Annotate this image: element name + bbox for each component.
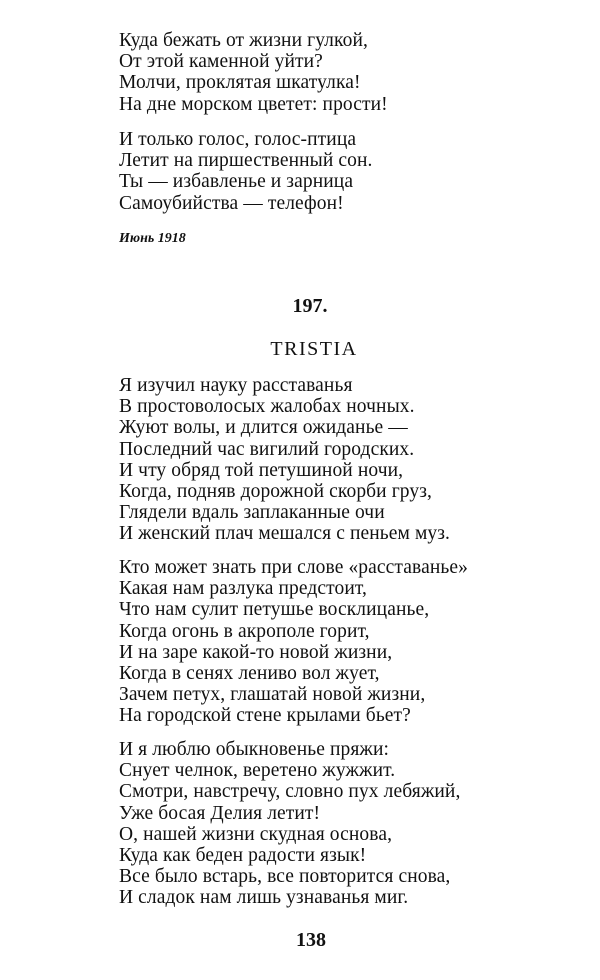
- poem-line: На дне морском цветет: прости!: [119, 93, 388, 115]
- poem-line: От этой каменной уйти?: [119, 51, 323, 73]
- prev-poem-stanza-1: [119, 30, 388, 115]
- poem-line: О, нашей жизни скудная основа,: [119, 823, 393, 845]
- poem-date: Июнь 1918: [119, 231, 186, 246]
- page-number: 138: [296, 929, 326, 951]
- poem-title: TRISTIA: [270, 338, 358, 360]
- poem-line: Я изучил науку расставанья: [119, 375, 353, 396]
- poem-line: Последний час вигилий городских.: [119, 438, 415, 460]
- poem-line: Когда в сенях лениво вол жует,: [119, 663, 380, 685]
- poem-line: Летит на пиршественный сон.: [119, 150, 373, 172]
- poem-line: И только голос, голос-птица: [119, 129, 357, 150]
- poem-stanza-2: [119, 557, 468, 727]
- poem-line: И сладок нам лишь узнаванья миг.: [119, 887, 409, 909]
- poem-line: Какая нам разлука предстоит,: [119, 578, 368, 600]
- poem-stanza-3: [119, 739, 460, 909]
- poem-line: Молчи, проклятая шкатулка!: [119, 72, 361, 94]
- poem-line: Зачем петух, глашатай новой жизни,: [119, 684, 426, 706]
- prev-poem-stanza-2: [119, 129, 372, 214]
- poem-line: И женский плач мешался с пеньем муз.: [119, 523, 451, 545]
- poem-line: Жуют волы, и длится ожиданье —: [119, 417, 408, 439]
- poem-line: Кто может знать при слове «расставанье»: [119, 557, 468, 578]
- poem-line: И на заре какой-то новой жизни,: [119, 641, 393, 663]
- poem-line: Что нам сулит петушье восклицанье,: [119, 599, 430, 621]
- poem-line: Смотри, навстречу, словно пух лебяжий,: [119, 781, 461, 803]
- poem-line: Снует челнок, веретено жужжит.: [119, 760, 396, 782]
- poem-line: Самоубийства — телефон!: [119, 192, 344, 214]
- poem-line: Куда как беден радости язык!: [119, 845, 367, 867]
- poem-line: Уже босая Делия летит!: [119, 802, 321, 824]
- poem-line: Глядели вдаль заплаканные очи: [119, 502, 385, 524]
- poem-line: И я люблю обыкновенье пряжи:: [119, 739, 390, 760]
- poem-number: 197.: [292, 295, 328, 317]
- poem-line: В простоволосых жалобах ночных.: [119, 396, 415, 418]
- poem-line: Ты — избавленье и зарница: [119, 171, 354, 193]
- poem-line: На городской стене крылами бьет?: [119, 705, 411, 727]
- poem-line: Когда, подняв дорожной скорби груз,: [119, 481, 433, 503]
- poem-line: Все было встарь, все повторится снова,: [119, 866, 451, 888]
- poem-stanza-1: [119, 375, 450, 545]
- poem-line: Когда огонь в акрополе горит,: [119, 620, 370, 642]
- poem-line: И чту обряд той петушиной ночи,: [119, 459, 404, 481]
- poem-line: Куда бежать от жизни гулкой,: [119, 30, 368, 51]
